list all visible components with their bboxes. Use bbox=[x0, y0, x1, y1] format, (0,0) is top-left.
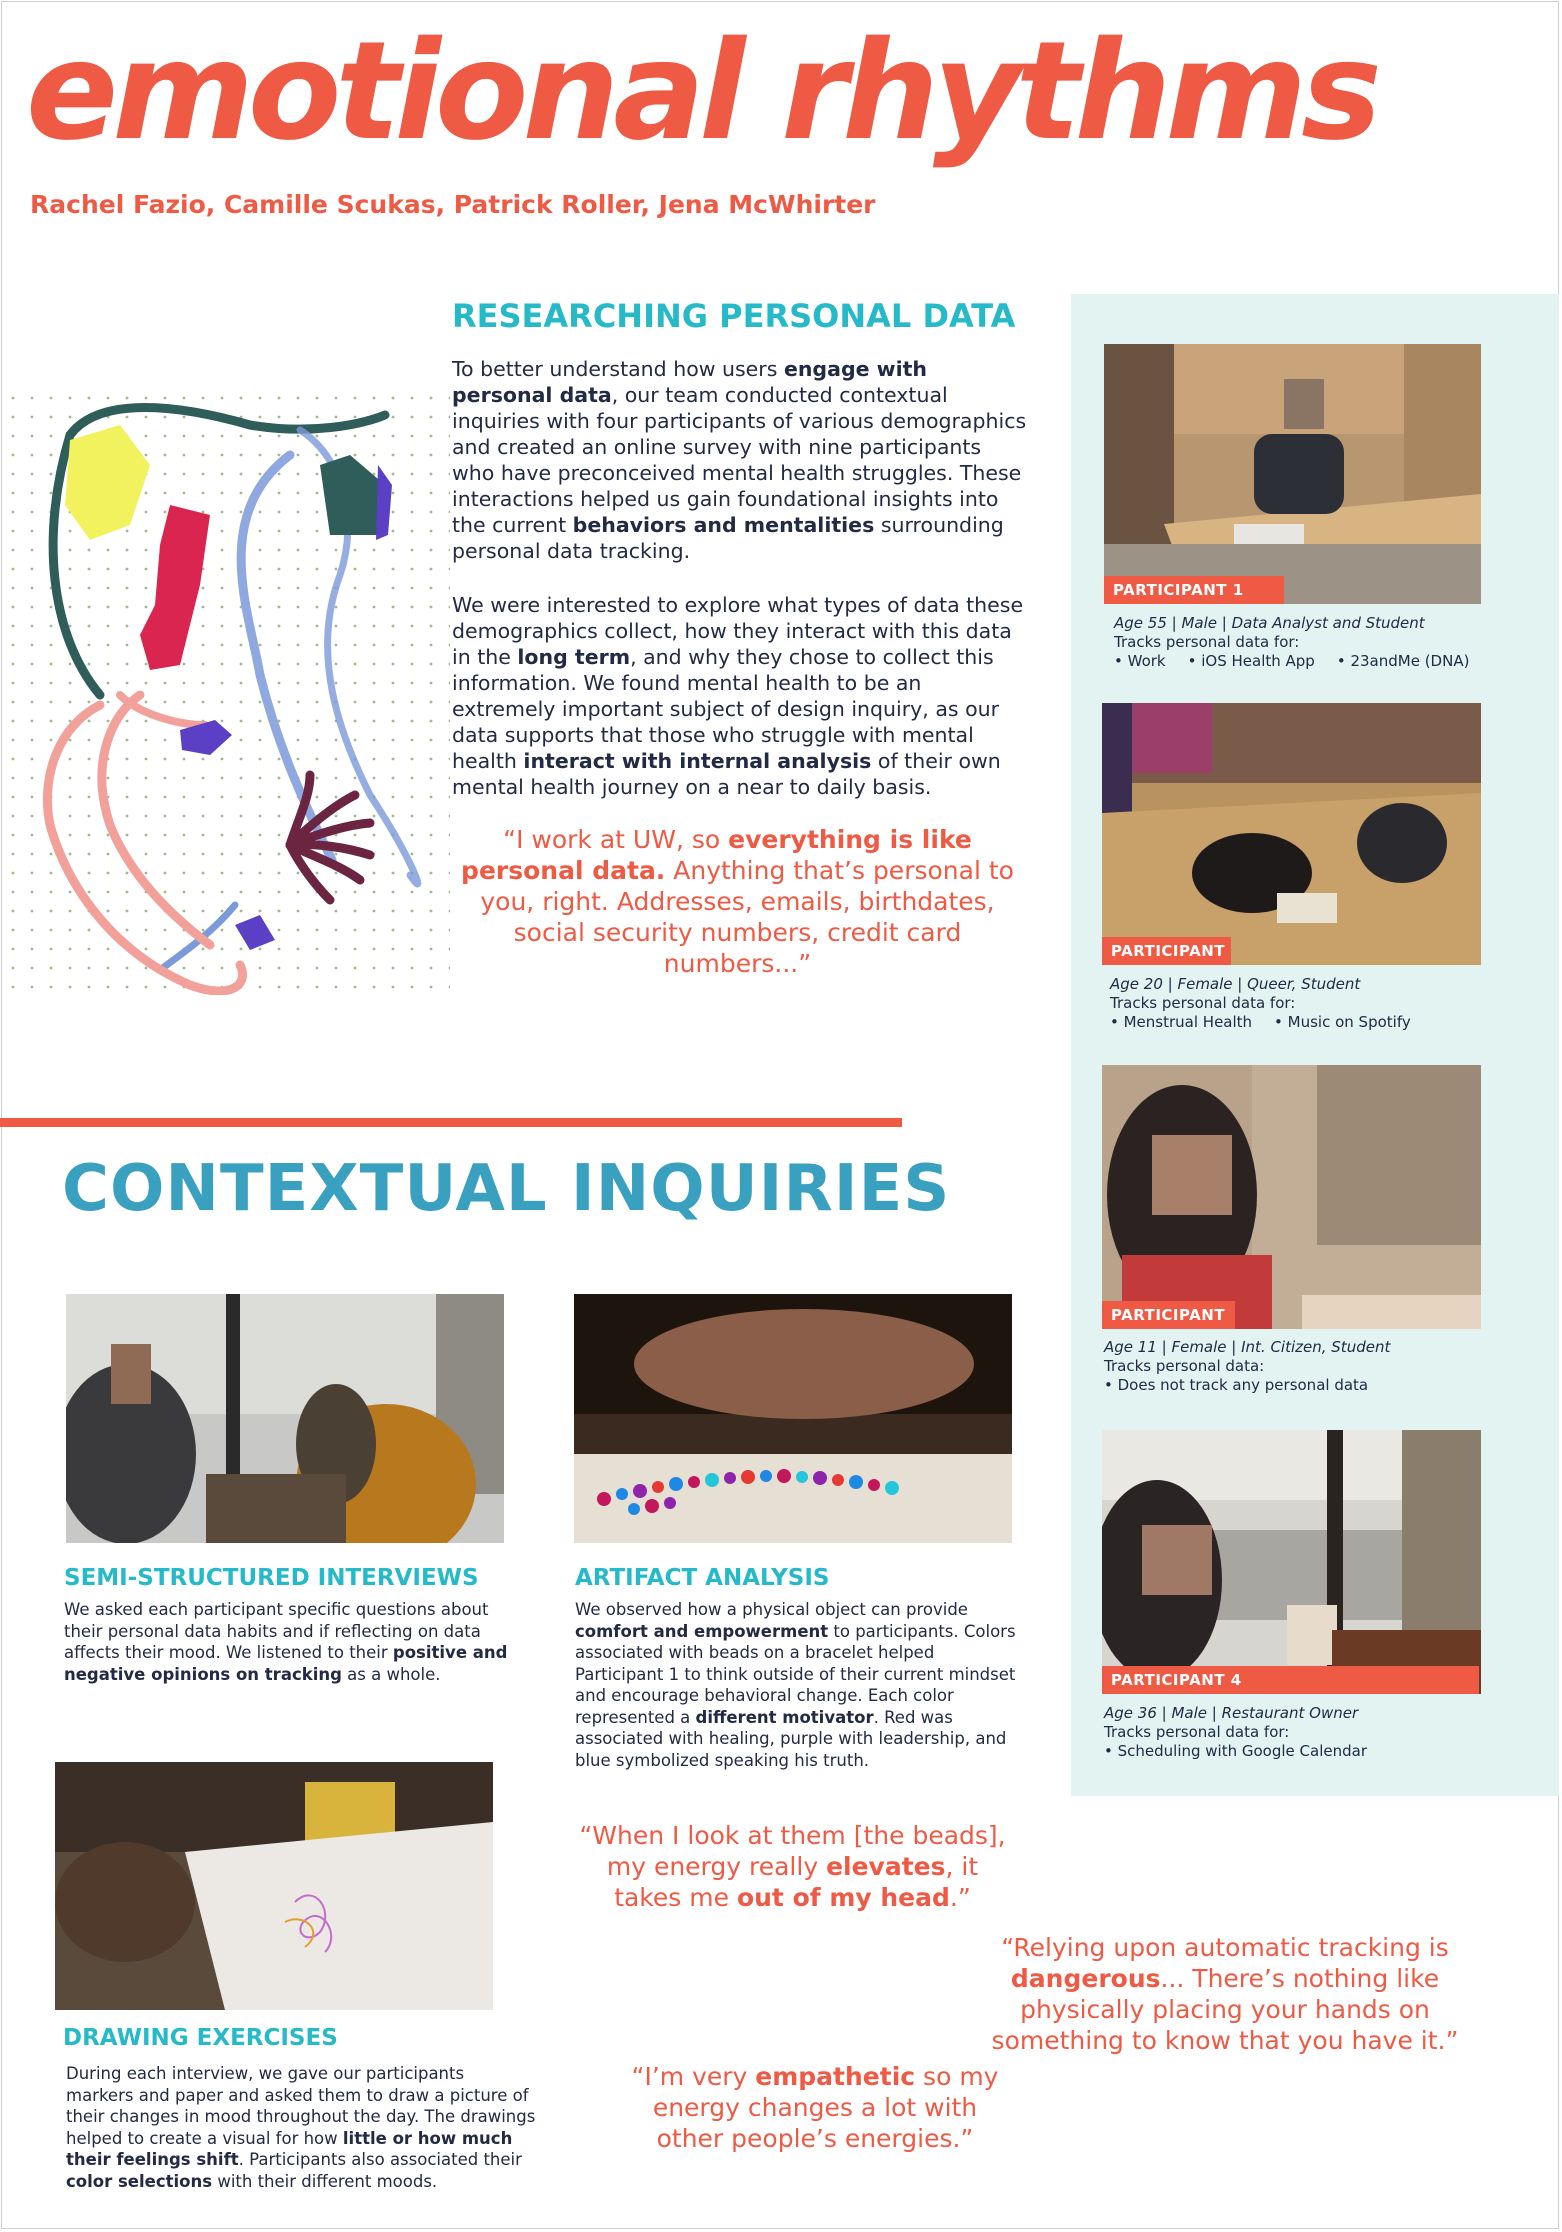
participant-4-label: PARTICIPANT 4 bbox=[1102, 1666, 1479, 1694]
research-paragraph-2: We were interested to explore what types of data these demographics collect, how they interact with this data in the long term, and why they chose to collect this information. We found mental health to be an extremely important subject of design inquiry, as our data supports that those who struggle with mental health interact with internal analysis of their own mental health journey on a near to daily basis. bbox=[452, 593, 1024, 799]
participant-2-label: PARTICIPANT bbox=[1102, 937, 1231, 965]
section-divider bbox=[0, 1118, 902, 1127]
bullet: • Does not track any personal data bbox=[1104, 1376, 1369, 1394]
participant-4-meta: Age 36 | Male | Restaurant Owner bbox=[1104, 1704, 1359, 1722]
bullet: • Scheduling with Google Calendar bbox=[1104, 1742, 1367, 1760]
beads-quote: “When I look at them [the beads], my energy really elevates, it takes me out of my head.” bbox=[579, 1821, 1006, 1912]
mood-drawing-illustration bbox=[10, 395, 450, 995]
participant-2-photo bbox=[1102, 703, 1481, 965]
poster-title: emotional rhythms bbox=[26, 13, 1377, 171]
participant-1-bullets bbox=[1114, 652, 1554, 671]
drawing-heading: DRAWING EXERCISES bbox=[63, 2025, 338, 2051]
tracking-quote: “Relying upon automatic tracking is dangerous... There’s nothing like physically placing your hands on something to know that you have it.” bbox=[991, 1933, 1459, 2055]
artifact-bracelet-photo bbox=[574, 1294, 1012, 1543]
research-paragraph-1: To better understand how users engage with personal data, our team conducted contextual inquiries with four participants of various demographics and created an online survey with nine participants who have preconceived mental health struggles. These interactions helped us gain foundational insights into the current behaviors and mentalities surrounding personal data tracking. bbox=[452, 357, 1027, 563]
participant-4-tracks: Tracks personal data for: bbox=[1104, 1723, 1290, 1741]
bullet: • iOS Health App bbox=[1187, 652, 1315, 670]
participant-3-meta: Age 11 | Female | Int. Citizen, Student bbox=[1104, 1338, 1391, 1356]
participant-1-tracks: Tracks personal data for: bbox=[1114, 633, 1300, 651]
participant-3-info bbox=[1104, 1338, 1544, 1395]
artifact-heading: ARTIFACT ANALYSIS bbox=[575, 1565, 830, 1591]
drawing-exercise-photo bbox=[55, 1762, 493, 2010]
drawing-text: During each interview, we gave our participants markers and paper and asked them to draw a picture of their changes in mood throughout the day. The drawings helped to create a visual for how little or how much their feelings shift. Participants also associated their color selections with their different moods. bbox=[66, 2064, 536, 2191]
research-quote: “I work at UW, so everything is like personal data. Anything that’s personal to you, right. Addresses, emails, birthdates, social security numbers, credit card numbers...” bbox=[461, 825, 1014, 978]
artifact-text: We observed how a physical object can provide comfort and empowerment to participants. Colors associated with beads on a bracelet helped Participant 1 to think outside of their current mindset and encourage behavioral change. Each color represented a different motivator. Red was associated with healing, purple with leadership, and blue symbolized speaking his truth. bbox=[575, 1600, 1016, 1770]
participant-3-bullets bbox=[1104, 1376, 1544, 1395]
participant-3-tracks: Tracks personal data: bbox=[1104, 1357, 1265, 1375]
participant-3-photo bbox=[1102, 1065, 1481, 1329]
participant-4-bullets bbox=[1104, 1742, 1544, 1761]
bullet: • Work bbox=[1114, 652, 1166, 670]
participant-4-info bbox=[1104, 1704, 1544, 1761]
participant-1-info bbox=[1114, 614, 1554, 671]
interviews-photo bbox=[66, 1294, 504, 1543]
participant-1-meta: Age 55 | Male | Data Analyst and Student bbox=[1114, 614, 1425, 632]
authors-line: Rachel Fazio, Camille Scukas, Patrick Roller, Jena McWhirter bbox=[30, 190, 876, 219]
interviews-heading: SEMI-STRUCTURED INTERVIEWS bbox=[64, 1565, 479, 1591]
research-heading: RESEARCHING PERSONAL DATA bbox=[452, 297, 1016, 335]
interviews-text: We asked each participant specific questions about their personal data habits and if reflecting on data affects their mood. We listened to their positive and negative opinions on tracking as a whole. bbox=[64, 1600, 508, 1684]
participant-1-label: PARTICIPANT 1 bbox=[1104, 576, 1284, 604]
participant-3-label: PARTICIPANT bbox=[1102, 1301, 1235, 1329]
participant-2-meta: Age 20 | Female | Queer, Student bbox=[1110, 975, 1361, 993]
participant-2-bullets bbox=[1110, 1013, 1550, 1032]
empathetic-quote: “I’m very empathetic so my energy changes a lot with other people’s energies.” bbox=[631, 2062, 999, 2153]
bullet: • Music on Spotify bbox=[1274, 1013, 1411, 1031]
participant-2-tracks: Tracks personal data for: bbox=[1110, 994, 1296, 1012]
participant-4-photo bbox=[1102, 1430, 1481, 1694]
contextual-inquiries-title: CONTEXTUAL INQUIRIES bbox=[62, 1152, 951, 1226]
participant-2-info bbox=[1110, 975, 1550, 1032]
participant-1-photo bbox=[1104, 344, 1481, 604]
bullet: • 23andMe (DNA) bbox=[1336, 652, 1470, 670]
bullet: • Menstrual Health bbox=[1110, 1013, 1253, 1031]
